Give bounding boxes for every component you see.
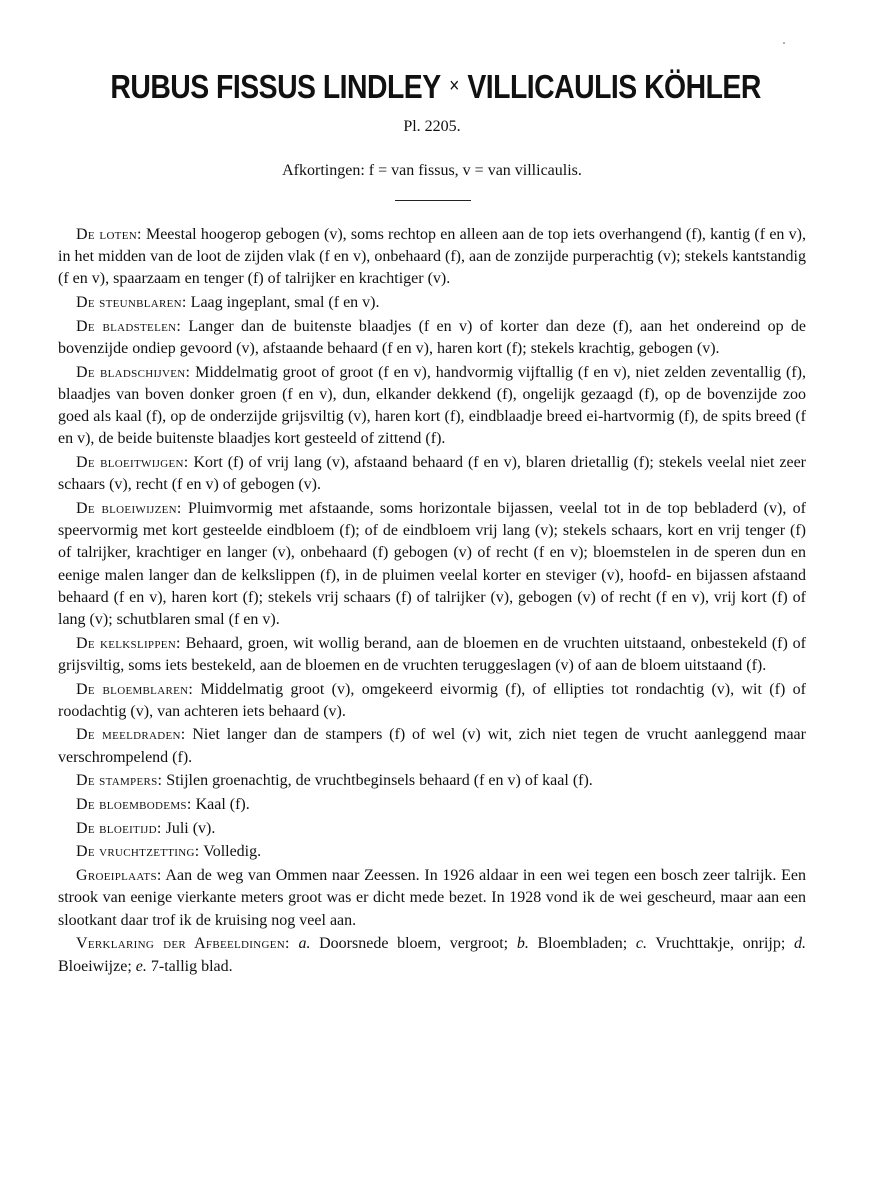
section-bladstelen [58,316,806,360]
figure-caption-b: Bloembladen; [528,935,636,953]
section-text: Stijlen groenachtig, de vruchtbeginsels behaard (f en v) of kaal (f). [162,772,593,790]
section-text: Behaard, groen, wit wollig berand, aan de bloemen en de vruchten uitstaand, onbestekeld (f) of grijsviltig, soms iets bestekeld, aan de bloemen en de vruchten teruggeslagen (v) of aan de bloem uitstaand (f). [58,634,806,674]
section-text: Kort (f) of vrij lang (v), afstaand behaard (f en v), blaren drietallig (f); stekels veelal niet zeer schaars (v), recht (f en v) of gebogen (v). [58,454,806,494]
section-text: Pluimvormig met afstaande, soms horizontale bijassen, veelal tot in de top bebladerd (v), of speervormig met kort gesteelde eindbloem (f); of de eindbloem vrij lang (v); stekels schaars, kort en vrij tenger (f) of talrijker, krachtiger en langer (v), onbehaard (f) gebogen (v) of recht (f en v); bloemstelen in de speren dun en eenige malen langer dan de kelkslippen (f), in de pluimen veelal korter en steviger (v), hoofd- en bijassen afstaand behaard (f en v), haren kort (f); stekels vrij schaars (f) of talrijker (v), gebogen (v) of recht (f en v), vrij kort (f) of lang (v); schutblaren smal (f en v). [58,499,807,628]
section-label: Groeiplaats: [76,867,162,885]
section-label: De bloemblaren: [76,680,194,698]
section-label: De stampers: [76,772,163,790]
section-text: Niet langer dan de stampers (f) of wel (v) wit, zich niet tegen de vrucht aanleggend maar verschrompelend (f). [58,726,806,766]
section-stampers [58,770,806,792]
hybrid-cross-sign: × [449,75,459,97]
section-label: De meeldraden: [76,726,186,744]
section-label: De bloeiwijzen: [76,499,182,517]
section-text: Langer dan de buitenste blaadjes (f en v) of korter dan deze (f), aan het ondereind op de bovenzijde ondiep gevoord (v), afstaande behaard (f en v), haren kort (f); stekels krachtig, gebogen (v). [58,317,806,358]
title-species-right: VILLICAULIS KÖHLER [467,68,761,105]
section-bloemblaren [58,679,806,723]
section-vruchtzetting [58,841,806,863]
section-label: De bladschijven: [76,363,191,381]
divider-rule [395,200,471,201]
plate-number: Pl. 2205. [403,118,461,135]
section-label: De bladstelen: [76,317,182,335]
figure-caption-a: Doorsnede bloem, vergroot; [310,935,517,953]
section-text: Meestal hoogerop gebogen (v), soms rechtop en alleen aan de top iets overhangend (f), kantig (f en v), in het midden van de loot de zijden vlak (f en v), onbehaard (f), aan de zonzijde purperachtig (v); stekels kantstandig (f en v), spaarzaam en tenger (f) of talrijker en krachtiger (v). [58,226,806,288]
page-title [110,68,761,106]
section-bloembodems [58,794,806,816]
section-bloeitijd [58,818,806,840]
section-label: De loten: [76,226,142,243]
section-text: Laag ingeplant, smal (f en v). [186,294,380,312]
section-groeiplaats [58,865,806,932]
page-speck [783,42,785,44]
figure-letter-e: e. [135,957,147,975]
figure-letter-a: a. [298,935,311,953]
section-steunblaren [58,292,806,314]
section-verklaring [58,933,806,977]
figure-caption-e: 7-tallig blad. [146,957,233,975]
figure-letter-c: c. [635,935,648,953]
section-label: De bloeitijd: [76,819,162,837]
section-bladschijven [58,362,806,451]
section-bloeiwijzen [58,498,806,631]
section-text: Middelmatig groot (v), omgekeerd eivormig (f), of ellipties tot rondachtig (v), wit (f) of roodachtig (v), van achteren iets behaard (v). [58,680,806,720]
section-label: De vruchtzetting: [76,843,200,861]
section-label: De steunblaren: [76,294,187,312]
section-label: De bloembodems: [76,796,192,814]
section-text: Juli (v). [161,819,216,837]
section-text: Middelmatig groot of groot (f en v), handvormig vijftallig (f en v), niet zelden zeventallig (f), blaadjes van boven donker groen (f en v), dun, elkander dekkend (f), ongelijk gezaagd (f), op de bovenzijde zoo goed als kaal (f), op de onderzijde grijsviltig (v), haren kort (f), eindblaadje breed ei-hartvormig (f), de spits breed (f en v), de beide buitenste blaadjes kort gesteeld of zittend (f). [58,363,806,448]
section-kelkslippen [58,633,806,677]
section-label: De bloeitwijgen: [76,454,189,472]
title-species-left: RUBUS FISSUS LINDLEY [110,68,441,105]
figure-letter-b: b. [516,935,529,953]
section-text: Kaal (f). [191,796,250,814]
figure-caption-c: Vruchttakje, onrijp; [647,935,794,953]
section-label: De kelkslippen: [76,634,181,652]
section-text: Aan de weg van Ommen naar Zeessen. In 1926 aldaar in een wei tegen een bosch zeer talrijk. Een strook van eenige vierkante meters groot was er dicht mede bezet. In 1928 vond ik de wei gescheurd, maar aan een slootkant daar trof ik de kruising nog veel aan. [58,867,806,929]
section-text: Volledig. [199,843,262,861]
section-meeldraden [58,724,806,768]
section-loten [58,224,806,291]
figure-letter-d: d. [794,935,806,953]
section-bloeitwijgen [58,452,806,496]
abbreviations-line: Afkortingen: f = van fissus, v = van villicaulis. [282,162,582,179]
section-label: Verklaring der Afbeeldingen: [76,935,290,953]
description-body [58,224,806,979]
figure-caption-d: Bloeiwijze; [58,957,136,975]
